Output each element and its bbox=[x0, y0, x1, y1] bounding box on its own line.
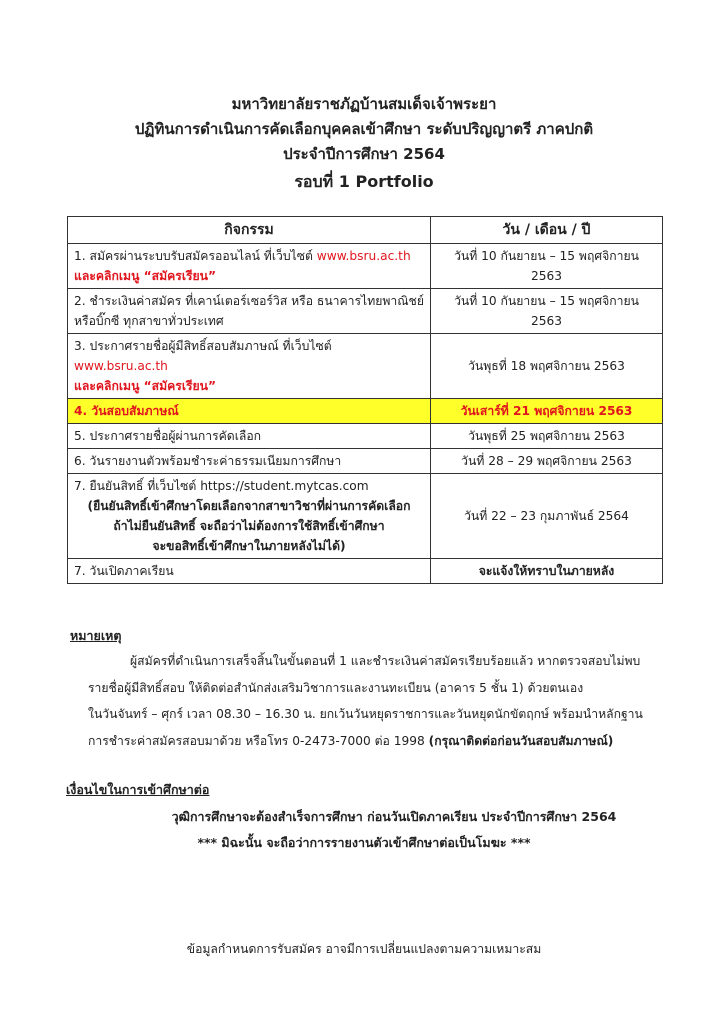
activity-cell: 6. วันรายงานตัวพร้อมชำระค่าธรรมเนียมการศึกษา bbox=[68, 449, 431, 474]
table-row bbox=[68, 559, 663, 584]
table-row bbox=[68, 289, 663, 334]
table-row bbox=[68, 449, 663, 474]
activity-cell: 3. ประกาศรายชื่อผู้มีสิทธิ์สอบสัมภาษณ์ ที่เว็บไซต์ www.bsru.ac.th และคลิกเมนู “สมัครเรียน” bbox=[68, 334, 431, 399]
date-cell: วันที่ 10 กันยายน – 15 พฤศจิกายน 2563 bbox=[431, 244, 663, 289]
remark-heading: หมายเหตุ bbox=[70, 628, 122, 643]
activity-cell: 1. สมัครผ่านระบบรับสมัครออนไลน์ ที่เว็บไซต์ www.bsru.ac.th และคลิกเมนู “สมัครเรียน” bbox=[68, 244, 431, 289]
website-link[interactable]: www.bsru.ac.th bbox=[74, 359, 168, 373]
activity-cell: 7. ยืนยันสิทธิ์ ที่เว็บไซต์ https://student.mytcas.com (ยืนยันสิทธิ์เข้าศึกษาโดยเลือกจากสาขาวิชาที่ผ่านการคัดเลือก ถ้าไม่ยืนยันสิทธิ์ จะถือว่าไม่ต้องการใช้สิทธิ์เข้าศึกษา จะขอสิทธิ์เข้าศึกษาในภายหลังไม่ได้) bbox=[68, 474, 431, 559]
date-cell: วันพุธที่ 25 พฤศจิกายน 2563 bbox=[431, 424, 663, 449]
date-cell: วันเสาร์ที่ 21 พฤศจิกายน 2563 bbox=[431, 399, 663, 424]
date-cell: วันที่ 10 กันยายน – 15 พฤศจิกายน 2563 bbox=[431, 289, 663, 334]
table-row bbox=[68, 424, 663, 449]
table-row bbox=[68, 334, 663, 399]
table-row bbox=[68, 244, 663, 289]
table-row bbox=[68, 474, 663, 559]
footer-note: ข้อมูลกำหนดการรับสมัคร อาจมีการเปลี่ยนแปลงตามความเหมาะสม bbox=[186, 942, 542, 956]
column-header-activity: กิจกรรม bbox=[68, 217, 431, 244]
table-row-highlighted bbox=[68, 399, 663, 424]
round-title: รอบที่ 1 Portfolio bbox=[294, 172, 434, 191]
table-header-row bbox=[68, 217, 663, 244]
website-link[interactable]: www.bsru.ac.th bbox=[316, 249, 411, 263]
date-cell: วันที่ 22 – 23 กุมภาพันธ์ 2564 bbox=[431, 474, 663, 559]
schedule-title: ปฏิทินการดำเนินการคัดเลือกบุคคลเข้าศึกษา ระดับปริญญาตรี ภาคปกติ bbox=[134, 120, 594, 138]
document-header bbox=[0, 92, 728, 194]
university-name: มหาวิทยาลัยราชภัฏบ้านสมเด็จเจ้าพระยา bbox=[231, 95, 497, 113]
activity-cell: 2. ชำระเงินค่าสมัคร ที่เคาน์เตอร์เซอร์วิส หรือ ธนาคารไทยพาณิชย์ หรือบิ๊กซี ทุกสาขาทั่วประเทศ bbox=[68, 289, 431, 334]
date-cell: จะแจ้งให้ทราบในภายหลัง bbox=[431, 559, 663, 584]
activity-cell: 4. วันสอบสัมภาษณ์ bbox=[68, 399, 431, 424]
conditions-text: วุฒิการศึกษาจะต้องสำเร็จการศึกษา ก่อนวันเปิดภาคเรียน ประจำปีการศึกษา 2564 *** มิฉะนั้น จะถือว่าการรายงานตัวเข้าศึกษาต่อเป็นโมฆะ *** bbox=[171, 809, 617, 850]
schedule-table bbox=[67, 216, 663, 584]
conditions-heading: เงื่อนไขในการเข้าศึกษาต่อ bbox=[66, 782, 210, 797]
date-cell: วันพุธที่ 18 พฤศจิกายน 2563 bbox=[431, 334, 663, 399]
remark-paragraph: ผู้สมัครที่ดำเนินการเสร็จสิ้นในขั้นตอนที่ 1 และชำระเงินค่าสมัครเรียบร้อยแล้ว หากตรวจสอบไม่พบ รายชื่อผู้มีสิทธิ์สอบ ให้ติดต่อสำนักส่งเสริมวิชาการและงานทะเบียน (อาคาร 5 ชั้น 1) ด้วยตนเอง ในวันจันทร์ – ศุกร์ เวลา 08.30 – 16.30 น. ยกเว้นวันหยุดราชการและวันหยุดนักขัตฤกษ์ พร้อมนำหลักฐาน การชำระค่าสมัครสอบมาด้วย หรือโทร 0-2473-7000 ต่อ 1998 (กรุณาติดต่อก่อนวันสอบสัมภาษณ์) bbox=[88, 654, 643, 748]
activity-cell: 7. วันเปิดภาคเรียน bbox=[68, 559, 431, 584]
academic-year: ประจำปีการศึกษา 2564 bbox=[283, 145, 445, 163]
column-header-date: วัน / เดือน / ปี bbox=[431, 217, 663, 244]
date-cell: วันที่ 28 – 29 พฤศจิกายน 2563 bbox=[431, 449, 663, 474]
activity-cell: 5. ประกาศรายชื่อผู้ผ่านการคัดเลือก bbox=[68, 424, 431, 449]
